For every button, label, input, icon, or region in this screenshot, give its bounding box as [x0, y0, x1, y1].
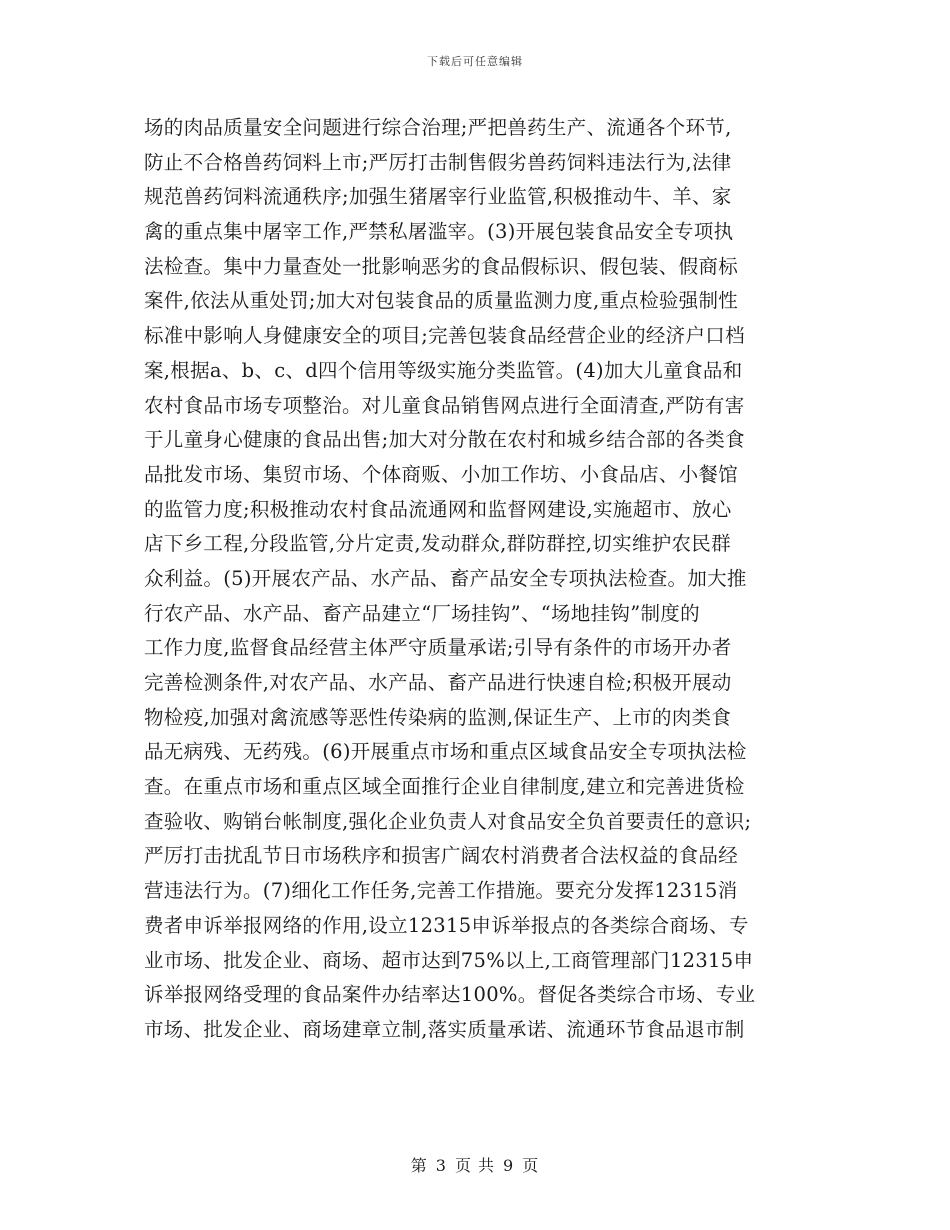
body-line: 规范兽药饲料流通秩序;加强生猪屠宰行业监管,积极推动牛、羊、家 [144, 185, 732, 209]
body-line: 场的肉品质量安全问题进行综合治理;严把兽药生产、流通各个环节, [144, 116, 732, 139]
footer-current-page: 3 [435, 1156, 447, 1175]
page-header: 下载后可任意编辑 [427, 55, 523, 68]
body-line: 诉举报网络受理的食品案件办结率达100%。督促各类综合市场、专业 [144, 983, 756, 1007]
body-line: 业市场、批发企业、商场、超市达到75%以上,工商管理部门12315申 [144, 948, 754, 972]
footer-total-pages: 9 [503, 1156, 515, 1175]
body-line: 标准中影响人身健康安全的项目;完善包装食品经营企业的经济户口档 [144, 324, 745, 348]
body-line: 工作力度,监督食品经营主体严守质量承诺;引导有条件的市场开办者 [144, 636, 732, 660]
body-line: 品无病残、无药残。(6)开展重点市场和重点区域食品安全专项执法检 [144, 740, 747, 764]
body-line: 物检疫,加强对禽流感等恶性传染病的监测,保证生产、上市的肉类食 [144, 705, 732, 729]
document-body [144, 111, 814, 1048]
body-line: 防止不合格兽药饲料上市;严厉打击制售假劣兽药饲料违法行为,法律 [144, 150, 732, 174]
body-line: 法检查。集中力量查处一批影响恶劣的食品假标识、假包装、假商标 [144, 254, 739, 278]
body-line: 的监管力度;积极推动农村食品流通网和监督网建设,实施超市、放心 [144, 497, 732, 521]
body-line: 市场、批发企业、商场建章立制,落实质量承诺、流通环节食品退市制 [144, 1017, 745, 1041]
body-line: 行农产品、水产品、畜产品建立“厂场挂钩”、“场地挂钩”制度的 [144, 601, 700, 625]
body-line: 营违法行为。(7)细化工作任务,完善工作措施。要充分发挥12315消 [144, 879, 738, 903]
body-line: 众利益。(5)开展农产品、水产品、畜产品安全专项执法检查。加大推 [144, 566, 747, 590]
body-line: 案件,依法从重处罚;加大对包装食品的质量监测力度,重点检验强制性 [144, 289, 739, 313]
body-line: 费者申诉举报网络的作用,设立12315申诉举报点的各类综合商场、专 [144, 913, 749, 937]
body-line: 禽的重点集中屠宰工作,严禁私屠滥宰。(3)开展包装食品安全专项执 [144, 220, 734, 244]
footer-suffix: 页 [522, 1156, 540, 1175]
page-footer [0, 1153, 950, 1176]
body-line: 查验收、购销台帐制度,强化企业负责人对食品安全负首要责任的意识; [144, 809, 752, 833]
body-line: 农村食品市场专项整治。对儿童食品销售网点进行全面清查,严防有害 [144, 393, 745, 417]
footer-prefix: 第 [410, 1156, 428, 1175]
body-line: 于儿童身心健康的食品出售;加大对分散在农村和城乡结合部的各类食 [144, 428, 745, 452]
body-line: 查。在重点市场和重点区域全面推行企业自律制度,建立和完善进货检 [144, 775, 745, 799]
body-line: 案,根据a、b、c、d四个信用等级实施分类监管。(4)加大儿童食品和 [144, 358, 743, 382]
footer-mid: 页 共 [454, 1156, 496, 1175]
body-line: 品批发市场、集贸市场、个体商贩、小加工作坊、小食品店、小餐馆 [144, 462, 739, 486]
body-line: 严厉打击扰乱节日市场秩序和损害广阔农村消费者合法权益的食品经 [144, 844, 739, 868]
body-line: 店下乡工程,分段监管,分片定责,发动群众,群防群控,切实维护农民群 [144, 532, 731, 556]
body-line: 完善检测条件,对农产品、水产品、畜产品进行快速自检;积极开展动 [144, 671, 732, 694]
